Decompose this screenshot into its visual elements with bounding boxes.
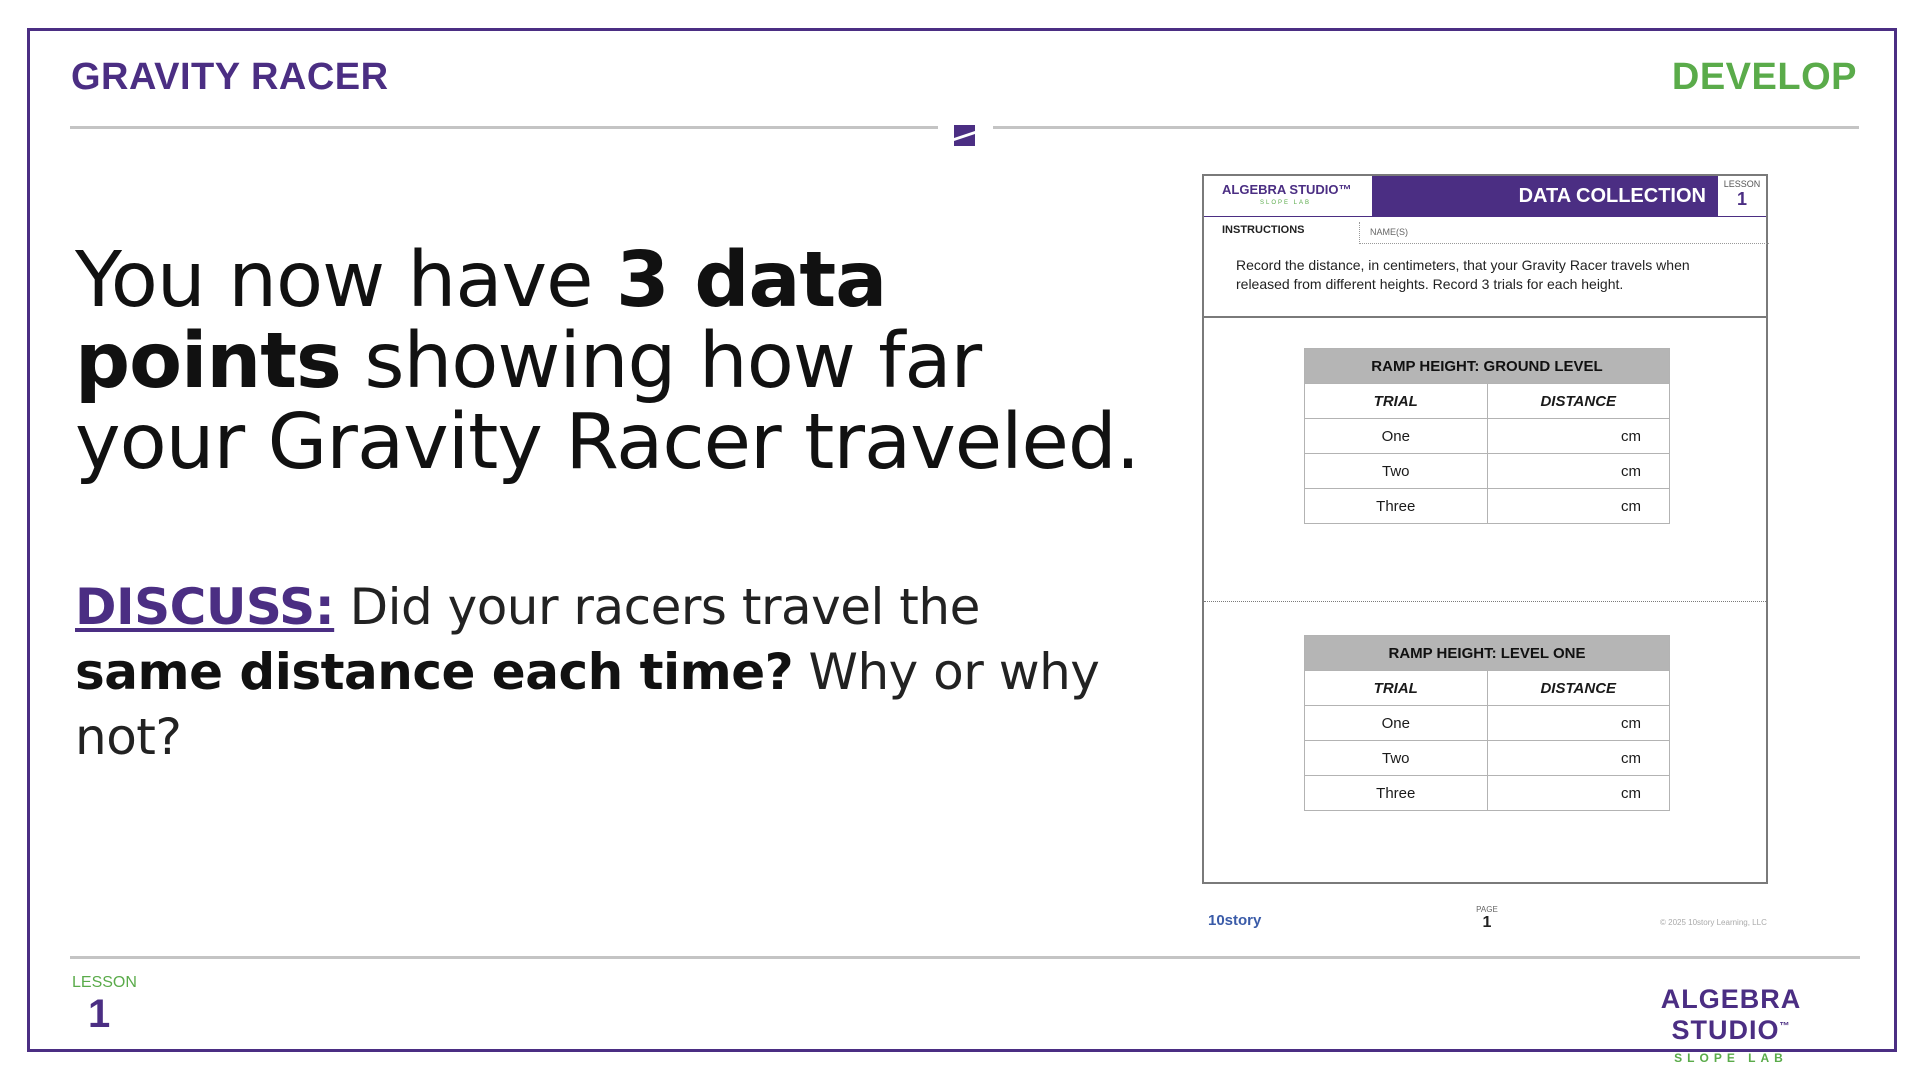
heading-emphasis: 3 data points bbox=[75, 236, 887, 406]
lesson-title: GRAVITY RACER bbox=[71, 56, 389, 98]
worksheet-brand-sub: SLOPE LAB bbox=[1260, 200, 1312, 206]
data-table-ground-level: RAMP HEIGHT: GROUND LEVEL TRIAL DISTANCE One cm Two cm Three cm bbox=[1304, 348, 1670, 524]
table-row: One cm bbox=[1305, 706, 1670, 741]
footer-lesson-number: 1 bbox=[88, 992, 111, 1036]
copyright: © 2025 10story Learning, LLC bbox=[1660, 918, 1767, 927]
discussion-prompt: DISCUSS: Did your racers travel the same distance each time? Why or why not? bbox=[75, 578, 1100, 766]
worksheet-preview bbox=[1202, 174, 1768, 884]
discuss-label: DISCUSS: bbox=[75, 578, 335, 636]
publisher-logo: 10story bbox=[1208, 912, 1262, 929]
footer-lesson-label: LESSON bbox=[72, 974, 137, 991]
table-row: One cm bbox=[1305, 419, 1670, 454]
brand-mark-icon bbox=[954, 125, 975, 146]
table-row: Three cm bbox=[1305, 489, 1670, 524]
discuss-emphasis: same distance each time? bbox=[75, 643, 794, 701]
header-rule-left bbox=[70, 126, 938, 129]
worksheet-lesson-box: LESSON 1 bbox=[1716, 176, 1766, 216]
worksheet-title-band bbox=[1372, 176, 1716, 216]
worksheet-brand: ALGEBRA STUDIO™ bbox=[1222, 182, 1352, 197]
worksheet-title: DATA COLLECTION bbox=[1518, 185, 1706, 207]
header-rule-right bbox=[993, 126, 1859, 129]
instructions-label: INSTRUCTIONS bbox=[1222, 224, 1305, 236]
table-row: Three cm bbox=[1305, 776, 1670, 811]
phase-label: DEVELOP bbox=[1671, 56, 1857, 98]
main-heading: You now have 3 data points showing how far your Gravity Racer traveled. bbox=[75, 236, 1140, 487]
table-row: Two cm bbox=[1305, 741, 1670, 776]
data-table-level-one: RAMP HEIGHT: LEVEL ONE TRIAL DISTANCE One cm Two cm Three cm bbox=[1304, 635, 1670, 811]
instructions-text: Record the distance, in centimeters, that your Gravity Racer travels when released from different heights. Record 3 trials for each height. bbox=[1236, 257, 1690, 292]
table-row: Two cm bbox=[1305, 454, 1670, 489]
names-field: NAME(S) bbox=[1359, 222, 1769, 244]
footer-rule bbox=[70, 956, 1860, 959]
worksheet-page-number: PAGE 1 bbox=[1476, 905, 1498, 931]
footer-brand-logo: ALGEBRA STUDIO™ SLOPE LAB bbox=[1660, 984, 1802, 1065]
worksheet-header bbox=[1204, 176, 1766, 216]
